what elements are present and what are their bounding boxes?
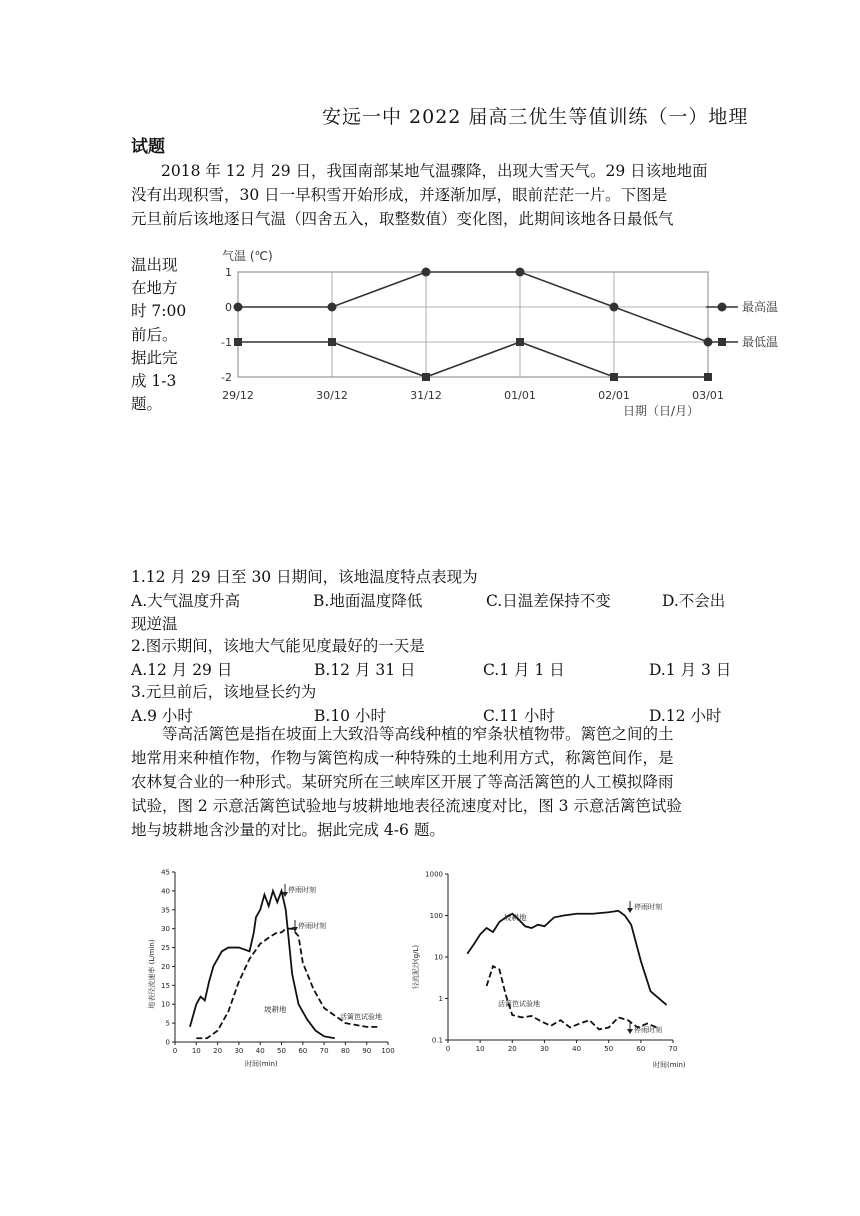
chart3-ytick-label: 1000 xyxy=(425,870,443,879)
chart2-xtick-label: 80 xyxy=(340,1047,350,1055)
chart1-xlabel: 日期（日/月） xyxy=(623,404,700,418)
chart3-stop-label-2: 停雨时刻 xyxy=(634,1026,662,1034)
question-2-stem: 2.图示期间，该地大气能见度最好的一天是 xyxy=(131,637,425,655)
chart3-ytick-label: 0.1 xyxy=(431,1036,443,1045)
question-3-option-b: B.10 小时 xyxy=(314,707,386,725)
side-line: 成 1-3 xyxy=(131,372,177,391)
side-line: 前后。 xyxy=(131,325,178,344)
chart2-hedge-label: 活篱笆试验地 xyxy=(340,1013,382,1021)
chart3-xtick-label: 30 xyxy=(539,1045,549,1053)
max-temp-point xyxy=(422,268,431,277)
question-2-option-a: A.12 月 29 日 xyxy=(131,661,233,679)
max-temp-point xyxy=(610,303,619,312)
legend-min-label: 最低温 xyxy=(742,335,779,349)
chart2-ytick-label: 5 xyxy=(165,1019,170,1028)
chart1-ytick-label: 1 xyxy=(225,266,232,279)
question-1-option-a: A.大气温度升高 xyxy=(131,592,241,610)
chart3-xtick-label: 50 xyxy=(604,1045,614,1053)
question-3-option-d: D.12 小时 xyxy=(649,707,722,725)
chart3-series xyxy=(467,911,666,1030)
chart2-xtick-label: 30 xyxy=(234,1047,244,1055)
chart1-grid xyxy=(238,272,708,377)
side-line: 温出现 xyxy=(131,256,178,274)
chart2-xtick-label: 50 xyxy=(277,1047,286,1055)
legend-max-marker xyxy=(718,303,727,312)
min-temp-point xyxy=(516,338,524,346)
intro2-line-3: 农林复合业的一种形式。某研究所在三峡库区开展了等高活篱笆的人工模拟降雨 xyxy=(131,773,674,791)
chart3-xtick-label: 0 xyxy=(445,1045,451,1053)
chart1-legend xyxy=(706,299,778,349)
max-temp-point xyxy=(328,303,337,312)
chart3-ylabel: 径流泥沙(g/L) xyxy=(412,944,420,990)
chart2-ytick-label: 20 xyxy=(161,962,170,971)
chart3-ytick-label: 100 xyxy=(429,912,443,920)
question-1-stem: 1.12 月 29 日至 30 日期间，该地温度特点表现为 xyxy=(131,568,478,586)
slope-farmland-sediment-line xyxy=(467,911,666,1005)
hedgerow-sediment-line xyxy=(487,966,657,1029)
chart2-xtick-label: 0 xyxy=(172,1047,178,1055)
chart2-xtick-label: 100 xyxy=(381,1047,395,1055)
chart3-ytick-label: 10 xyxy=(434,953,443,962)
chart1-xtick-label: 01/01 xyxy=(504,389,536,402)
intro1-line-2: 没有出现积雪，30 日一早积雪开始形成，并逐渐加厚，眼前茫茫一片。下图是 xyxy=(131,186,668,204)
chart2-ytick-label: 10 xyxy=(161,1000,170,1009)
intro2-line-5: 地与坡耕地含沙量的对比。据此完成 4-6 题。 xyxy=(131,821,445,839)
chart2-xtick-label: 20 xyxy=(213,1047,223,1055)
chart3-xtick-label: 20 xyxy=(507,1045,517,1053)
hedgerow-runoff-line xyxy=(196,929,377,1039)
question-3-option-a: A.9 小时 xyxy=(131,707,193,725)
legend-min-marker xyxy=(718,338,726,346)
chart1-ytick-label: 0 xyxy=(225,301,232,314)
runoff-rate-chart xyxy=(140,862,405,1072)
intro1-line-3: 元旦前后该地逐日气温（四舍五入，取整数值）变化图，此期间该地各日最低气 xyxy=(131,210,674,228)
max-temp-point xyxy=(516,268,525,277)
chart2-axes xyxy=(161,869,395,1056)
side-line: 题。 xyxy=(131,395,163,414)
chart1-xticks xyxy=(222,389,724,402)
chart2-ytick-label: 35 xyxy=(161,906,170,915)
question-2-option-b: B.12 月 31 日 xyxy=(314,661,416,679)
chart2-ytick-label: 25 xyxy=(161,944,170,953)
chart3-slope-label: 坡耕地 xyxy=(504,913,527,922)
temperature-chart xyxy=(218,240,783,440)
chart2-xtick-label: 60 xyxy=(298,1047,308,1055)
chart1-ylabel: 气温 (℃) xyxy=(222,249,273,263)
question-3-option-c: C.11 小时 xyxy=(483,707,555,725)
chart1-series xyxy=(234,268,713,382)
chart2-slope-label: 坡耕地 xyxy=(264,1005,287,1014)
max-temp-point xyxy=(234,303,243,312)
chart2-ytick-label: 0 xyxy=(165,1038,170,1047)
chart2-stop-label-1: 停雨时刻 xyxy=(288,886,316,894)
intro2-line-4: 试验，图 2 示意活篱笆试验地与坡耕地地表径流速度对比，图 3 示意活篱笆试验 xyxy=(131,797,682,815)
page-title-continued: 试题 xyxy=(131,137,165,157)
side-line: 据此完 xyxy=(131,348,178,367)
chart1-xtick-label: 30/12 xyxy=(316,389,348,402)
question-2-option-c: C.1 月 1 日 xyxy=(483,661,565,679)
chart2-xtick-label: 70 xyxy=(319,1047,329,1055)
chart2-xtick-label: 90 xyxy=(362,1047,372,1055)
chart1-frame xyxy=(238,272,708,377)
legend-max-label: 最高温 xyxy=(742,300,779,314)
chart3-xtick-label: 40 xyxy=(572,1045,582,1053)
slope-farmland-runoff-line xyxy=(190,891,335,1038)
chart3-xtick-label: 60 xyxy=(636,1045,646,1053)
chart3-xlabel: 时间(min) xyxy=(653,1061,686,1069)
chart3-xtick-label: 70 xyxy=(668,1045,678,1053)
chart3-hedge-label: 活篱笆试验地 xyxy=(498,1000,540,1008)
question-1-option-d-wrap: 现逆温 xyxy=(131,615,178,633)
min-temp-point xyxy=(704,373,712,381)
intro1-line-1: 2018 年 12 月 29 日，我国南部某地气温骤降，出现大雪天气。29 日该地地面 xyxy=(161,162,708,180)
chart2-ytick-label: 15 xyxy=(161,981,170,990)
chart3-ytick-label: 1 xyxy=(438,995,443,1003)
min-temp-line xyxy=(238,342,708,377)
min-temp-point xyxy=(234,338,242,346)
question-2-option-d: D.1 月 3 日 xyxy=(649,661,732,679)
sediment-chart xyxy=(408,862,688,1072)
chart2-ytick-label: 30 xyxy=(161,925,170,934)
chart1-xtick-label: 29/12 xyxy=(222,389,254,402)
min-temp-point xyxy=(610,373,618,381)
chart2-stop-label-2: 停雨时刻 xyxy=(298,922,326,930)
chart2-ytick-label: 45 xyxy=(161,868,170,877)
chart3-xtick-label: 10 xyxy=(475,1045,485,1053)
chart2-ylabel: 地表径流速率 (L/min) xyxy=(148,939,156,1009)
chart2-xtick-label: 40 xyxy=(255,1047,265,1055)
intro2-line-2: 地常用来种植作物，作物与篱笆构成一种特殊的土地利用方式，称篱笆间作，是 xyxy=(131,749,674,767)
question-1-option-c: C.日温差保持不变 xyxy=(486,592,611,610)
question-1-option-d: D.不会出 xyxy=(662,592,726,610)
side-line: 在地方 xyxy=(131,279,178,298)
chart1-xtick-label: 03/01 xyxy=(692,389,724,402)
intro2-line-1: 等高活篱笆是指在坡面上大致沿等高线种植的窄条状植物带。篱笆之间的土 xyxy=(162,725,674,743)
question-1-option-b: B.地面温度降低 xyxy=(313,592,423,610)
chart1-yticks xyxy=(221,266,232,384)
chart2-xlabel: 时间(min) xyxy=(245,1060,278,1068)
min-temp-point xyxy=(328,338,336,346)
question-3-stem: 3.元旦前后，该地昼长约为 xyxy=(131,683,317,701)
chart2-xtick-label: 10 xyxy=(191,1047,201,1055)
chart1-ytick-label: -1 xyxy=(221,336,232,349)
intro1-side-text xyxy=(131,254,191,416)
chart1-ytick-label: -2 xyxy=(221,371,232,384)
chart2-ytick-label: 40 xyxy=(161,887,170,896)
chart3-stop-label-1: 停雨时刻 xyxy=(634,903,662,911)
chart1-xtick-label: 02/01 xyxy=(598,389,630,402)
side-line: 时 7:00 xyxy=(131,302,187,321)
chart1-xtick-label: 31/12 xyxy=(410,389,442,402)
min-temp-point xyxy=(422,373,430,381)
page-title: 安远一中 2022 届高三优生等值训练（一）地理 xyxy=(322,106,749,128)
